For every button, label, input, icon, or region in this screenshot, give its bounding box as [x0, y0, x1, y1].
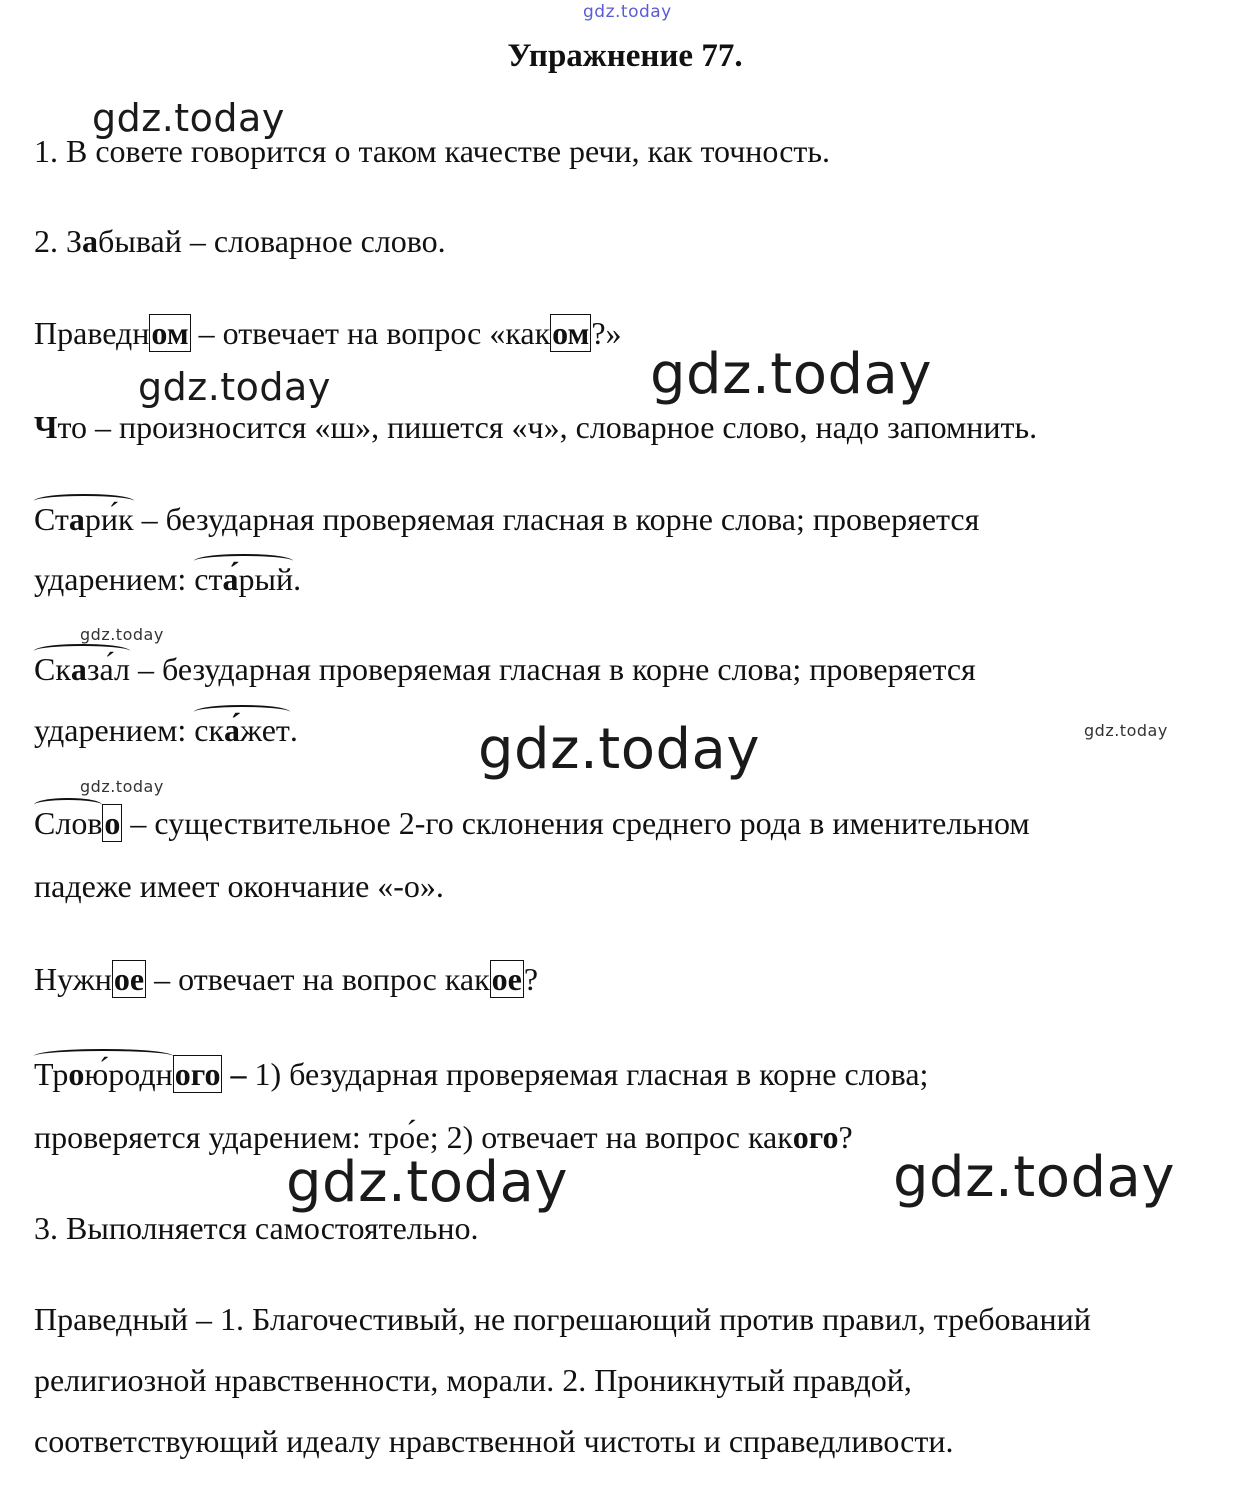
watermark-top: gdz.today [583, 2, 672, 22]
line-5: Стари́к – безударная проверяемая гласная в корне слова; проверяется [34, 501, 980, 537]
watermark: gdz.today [92, 96, 285, 140]
watermark: gdz.today [80, 777, 164, 796]
line-12: Трою́родного – 1) безударная проверяемая гласная в корне слова; [34, 1056, 929, 1092]
ending-box: ом [552, 315, 590, 351]
line-6: ударением: ста́рый. [34, 561, 302, 597]
exercise-title: Упражнение 77. [507, 38, 743, 74]
line-17: соответствующий идеалу нравственной чистоты и справедливости. [34, 1423, 954, 1459]
root-arc: ста́рый [194, 561, 294, 597]
ending-box: о [104, 805, 121, 841]
line-16: религиозной нравственности, морали. 2. Проникнутый правдой, [34, 1362, 912, 1398]
stem-arc: Слов [34, 805, 103, 841]
watermark: gdz.today [478, 717, 761, 782]
watermark: gdz.today [1084, 721, 1168, 740]
ending-box: ом [151, 315, 189, 351]
watermark: gdz.today [80, 625, 164, 644]
line-9: Слово – существительное 2-го склонения среднего рода в именительном [34, 805, 1030, 841]
line-11: Нужное – отвечает на вопрос какое? [34, 961, 539, 997]
line-1: 1. В совете говорится о таком качестве речи, как точность. [34, 133, 830, 169]
line-2: 2. Забывай – словарное слово. [34, 223, 446, 259]
line-10: падеже имеет окончание «-о». [34, 868, 444, 904]
ending-box: ое [113, 961, 145, 997]
line-13: проверяется ударением: тро́е; 2) отвечает на вопрос какого? [34, 1119, 853, 1155]
line-4: Что – произносится «ш», пишется «ч», словарное слово, надо запомнить. [34, 409, 1038, 445]
watermark: gdz.today [286, 1150, 569, 1215]
root-arc: Сказа́л [34, 651, 130, 687]
stem-arc: Трою́родн [34, 1056, 173, 1092]
line-15: Праведный – 1. Благочестивый, не погрешающий против правил, требований [34, 1301, 1091, 1337]
line-8: ударением: ска́жет. [34, 712, 298, 748]
watermark: gdz.today [650, 342, 933, 407]
line-7: Сказа́л – безударная проверяемая гласная в корне слова; проверяется [34, 651, 976, 687]
root-arc: Стари́к [34, 501, 134, 537]
ending-box: ое [491, 961, 522, 997]
watermark: gdz.today [138, 365, 331, 409]
watermark: gdz.today [893, 1145, 1176, 1210]
line-3: Праведном – отвечает на вопрос «каком?» [34, 315, 622, 351]
line-14: 3. Выполняется самостоятельно. [34, 1210, 479, 1246]
root-arc: ска́жет [194, 712, 290, 748]
ending-box: ого [174, 1056, 221, 1092]
